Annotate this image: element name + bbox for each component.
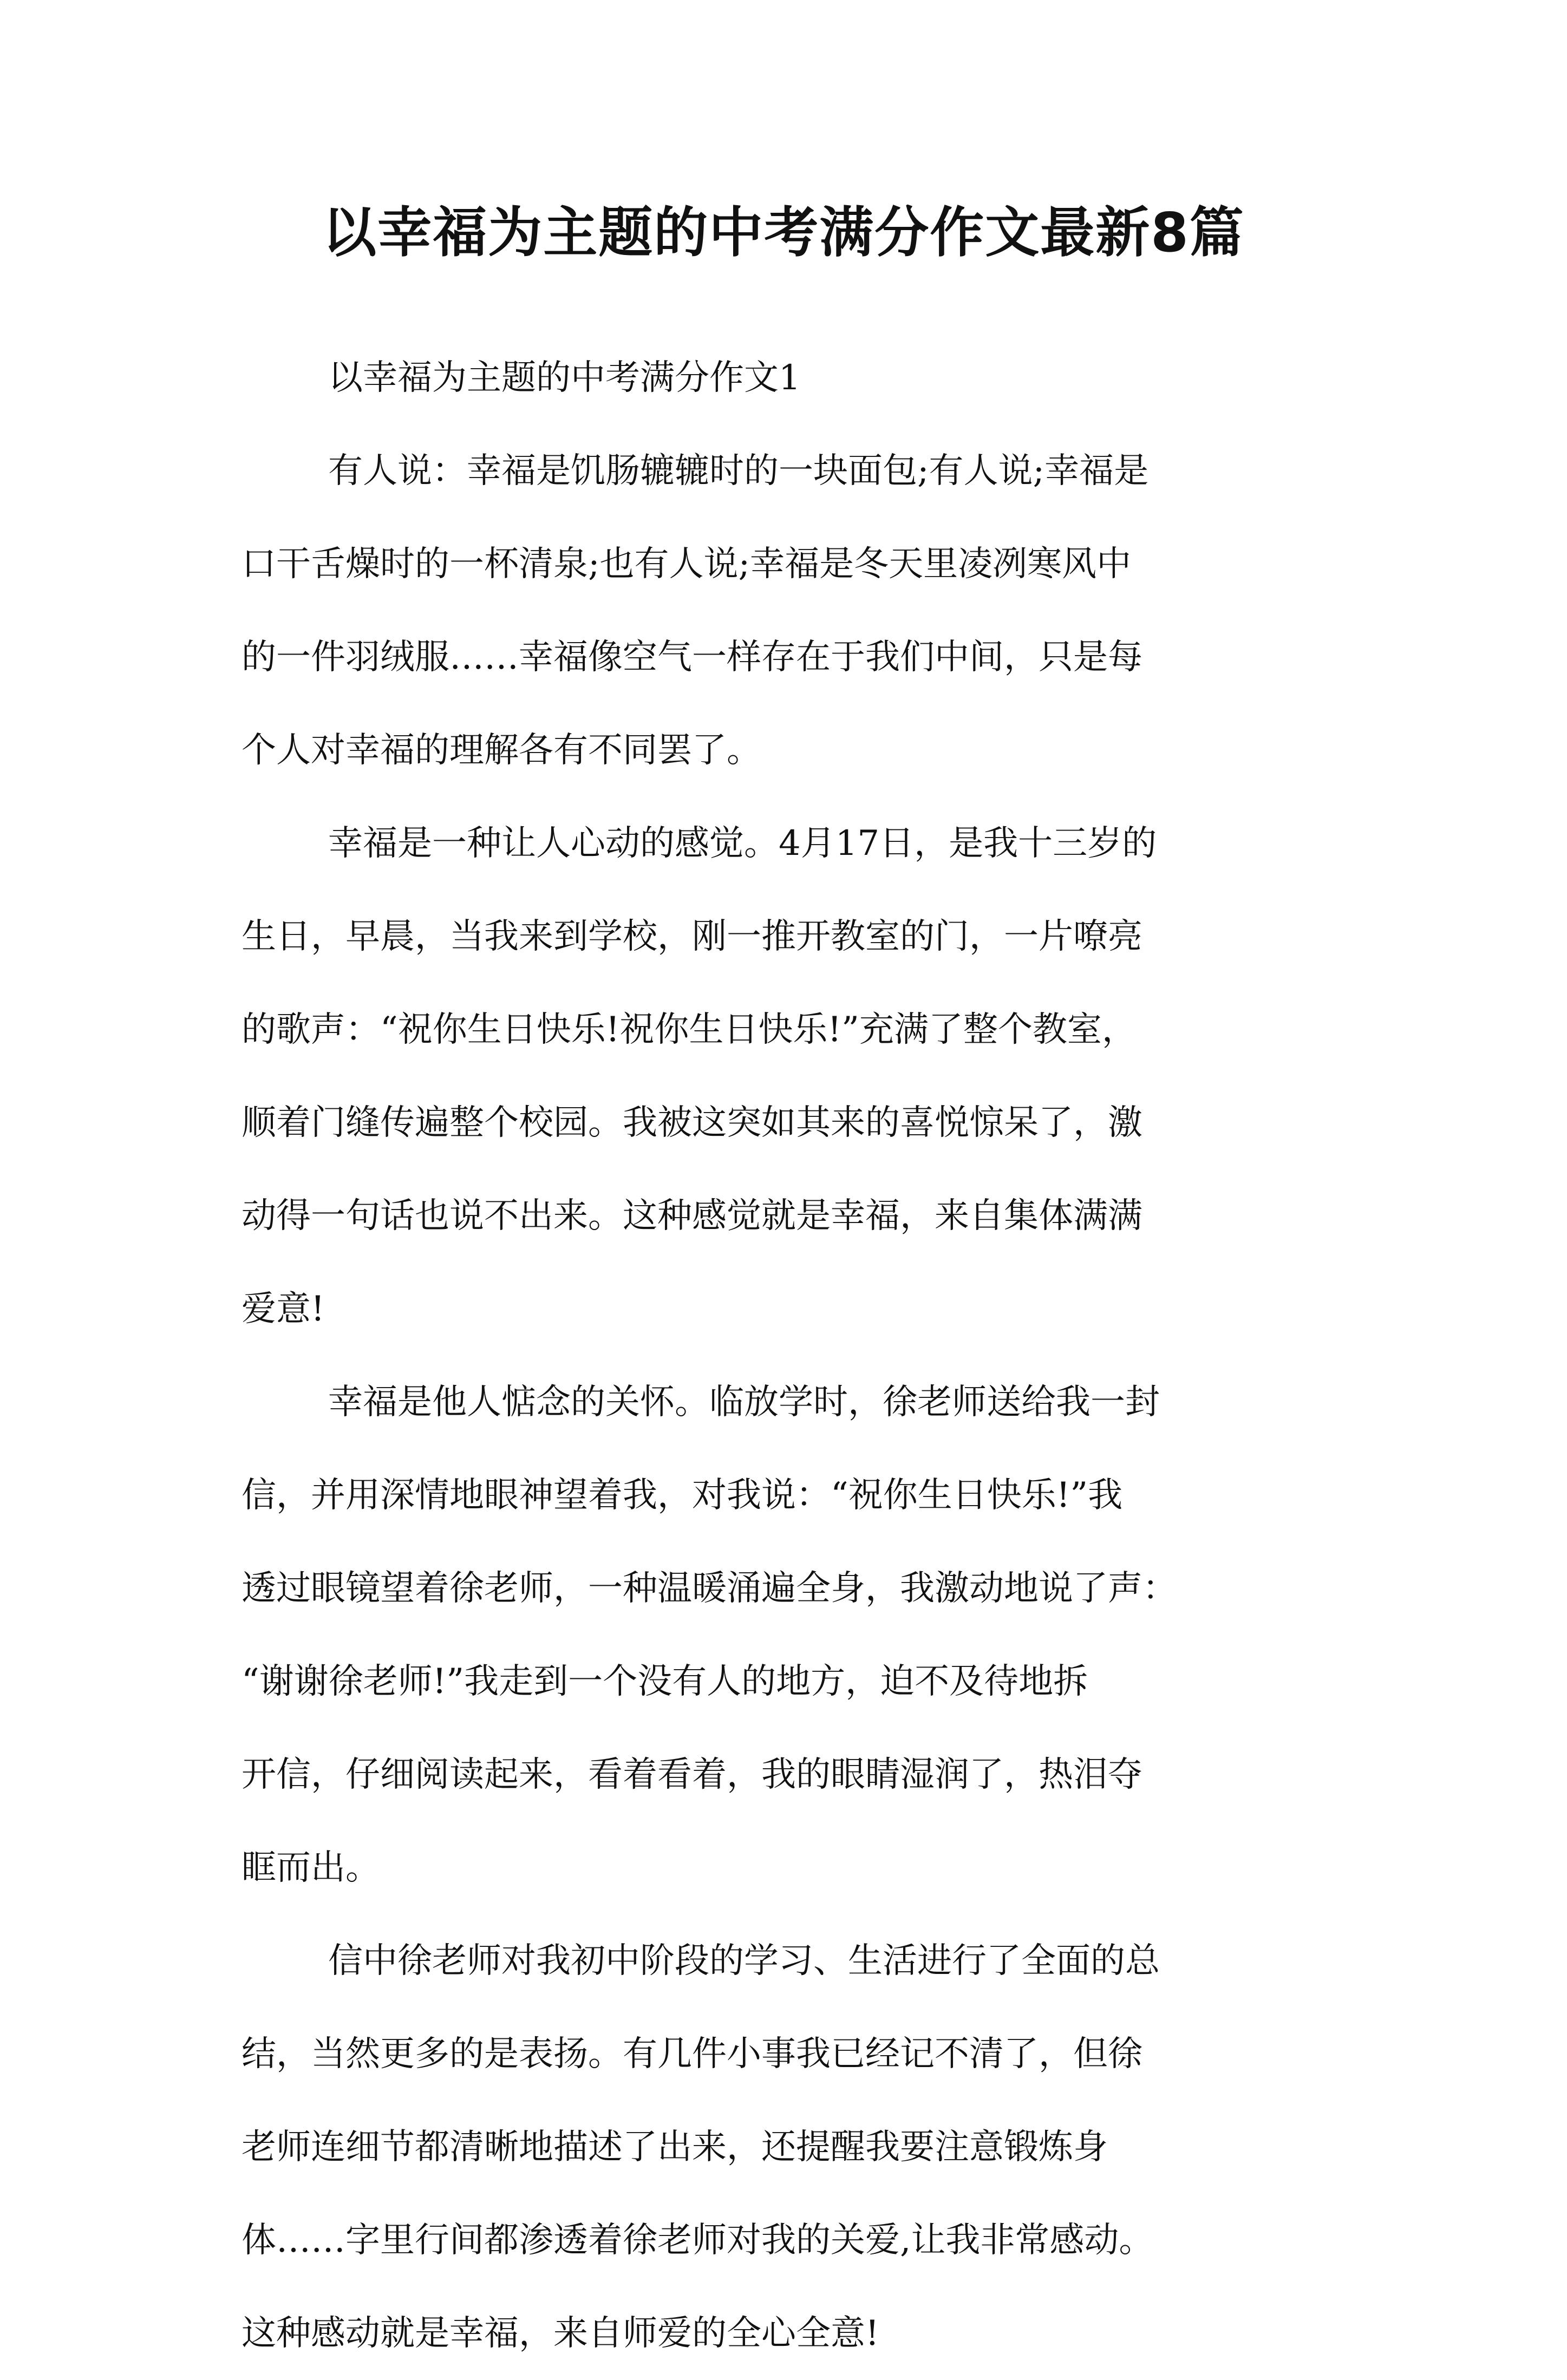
paragraph-line: 生日，早晨，当我来到学校，刚一推开教室的门，一片嘹亮 [241, 917, 1142, 957]
document-body [241, 331, 1324, 2380]
paragraph-line: 动得一句话也说不出来。这种感觉就是幸福，来自集体满满 [241, 1196, 1142, 1236]
paragraph-line: 开信，仔细阅读起来，看着看着，我的眼睛湿润了，热泪夺 [241, 1755, 1142, 1795]
section-heading: 以幸福为主题的中考满分作文1 [328, 358, 801, 398]
paragraph-line: 体……字里行间都渗透着徐老师对我的关爱,让我非常感动。 [241, 2220, 1154, 2260]
paragraph-line: “谢谢徐老师!”我走到一个没有人的地方，迫不及待地拆 [241, 1662, 1088, 1702]
paragraph-line: 的一件羽绒服……幸福像空气一样存在于我们中间，只是每 [241, 637, 1142, 677]
paragraph-line: 结，当然更多的是表扬。有几件小事我已经记不清了，但徐 [241, 2034, 1142, 2074]
paragraph-2 [241, 797, 1324, 1356]
paragraph-4 [241, 1914, 1324, 2380]
paragraph-line: 信，并用深情地眼神望着我，对我说：“祝你生日快乐!”我 [241, 1475, 1123, 1515]
paragraph-line: 顺着门缝传遍整个校园。我被这突如其来的喜悦惊呆了，激 [241, 1103, 1142, 1143]
paragraph-line: 口干舌燥时的一杯清泉;也有人说;幸福是冬天里凌冽寒风中 [241, 544, 1132, 584]
paragraph-line: 老师连细节都清晰地描述了出来，还提醒我要注意锻炼身 [241, 2127, 1108, 2167]
paragraph-1 [241, 424, 1324, 797]
paragraph-line: 这种感动就是幸福，来自师爱的全心全意! [241, 2313, 879, 2353]
paragraph-line: 幸福是一种让人心动的感觉。4月17日，是我十三岁的 [328, 823, 1157, 864]
paragraph-line: 爱意! [241, 1289, 325, 1329]
paragraph-line: 的歌声：“祝你生日快乐!祝你生日快乐!”充满了整个教室， [241, 1010, 1137, 1050]
paragraph-line: 眶而出。 [241, 1848, 380, 1888]
paragraph-line: 有人说：幸福是饥肠辘辘时的一块面包;有人说;幸福是 [328, 451, 1149, 491]
paragraph-line: 个人对幸福的理解各有不同罢了。 [241, 730, 761, 770]
paragraph-3 [241, 1356, 1324, 1914]
paragraph-line: 透过眼镜望着徐老师，一种温暖涌遍全身，我激动地说了声： [241, 1568, 1177, 1609]
paragraph-line: 幸福是他人惦念的关怀。临放学时，徐老师送给我一封 [328, 1382, 1160, 1422]
document-title: 以幸福为主题的中考满分作文最新8篇 [322, 201, 1245, 264]
paragraph-line: 信中徐老师对我初中阶段的学习、生活进行了全面的总 [328, 1941, 1160, 1981]
